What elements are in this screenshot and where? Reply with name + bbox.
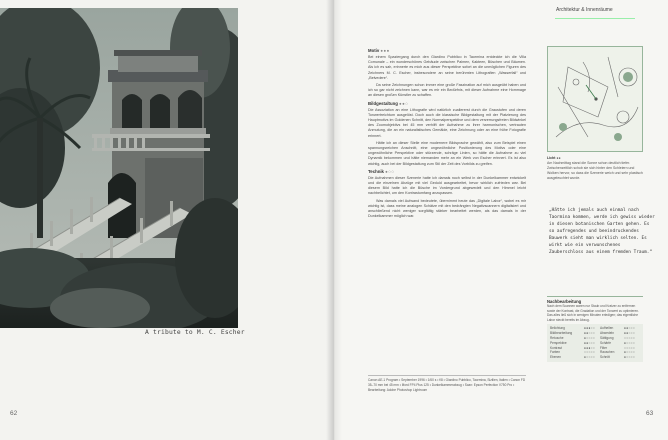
post-processing-title: Nachbearbeitung — [547, 296, 643, 304]
rating-row: Farben ○○○○○ Rauschen ●○○○○ — [550, 350, 636, 355]
page-number-left: 62 — [10, 410, 18, 417]
paragraph: Die Aufnahmen dieser Szenerie hatte ich damals noch selbst in der Dunkelkammer entwickelt und die einzelnen Abzüge mit viel Geduld ausgearbeitet, bevor wirklich zufrieden war. Bei diesem Bild hatte ich die Büsche im Vordergrund abgewedelt und den Himmel leicht nachbelichtet, um den Kontrastumfang anzupassen. — [368, 175, 526, 196]
photo-caption: A tribute to M. C. Escher — [145, 329, 245, 336]
section-title-technik: Technik ●○○ — [368, 168, 395, 174]
post-processing-box — [547, 296, 643, 362]
villa-photo — [0, 8, 238, 328]
paragraph: Was damals viel Aufwand bedeutete, übernimmt heute das „Digitale Labor“, wobei es mir wichtig ist, dass meine analogen Schätze mit den bedrängten Negativscannern digitalisiert und anschließend nicht weniger sorgfältig stärker bearbeitet werden, als das damals in der Dunkelkammer möglich war. — [368, 198, 526, 219]
rating-table — [547, 324, 643, 362]
paragraph: Da seine Zeichnungen schon immer eine große Faszination auf mich ausgeübt haben und ich so gar nicht zeichnen kann, war es mir ein Bedürfnis, mit dieser Aufnahme eine Hommage an diesen großen Künstler zu schaffen. — [368, 83, 526, 98]
chapter-header: Architektur & Innenräume — [556, 7, 613, 13]
rating-row: Bildbearbeitung ●●○○○ Abwedeln ●●○○○ — [550, 331, 636, 336]
photo-exif-footnote: Canon AE-1 Program • September 1996 • 1/60 s • f/8 • Giardino Pubblico, Taormina, Sizilien, Italien • Canon FD 35–70 mm bei 45 mm • Ilford FP4 Plus 125 • Dunkelkammerabzug • Scan: Epson Perfection V750 Pro • Bearbeitung: Adobe Photoshop Lightroom — [368, 375, 526, 392]
site-sketch — [547, 46, 643, 152]
villa-photo-image — [0, 8, 238, 328]
rating-row: Belichtung ●●●○○ Aufhellen ●●○○○ — [550, 326, 636, 331]
main-text-column — [368, 46, 526, 221]
rating-dots: ●●○ — [399, 100, 409, 106]
rating-dots: ●● — [556, 156, 561, 160]
paragraph: Bei einem Spaziergang durch den Giardino Pubblico in Taormina entdeckte ich die Villa Comunale – ein wunderschönes Gebäude zwischen Palmen, Kakteen, Büschen und Bäumen. Als ich es sah, erinnerte es mich aus dieser Perspektive sofort an die unmöglichen Figuren des Zeichners M. C. Escher, insbesondere an seine berühmten Lithografien „Wasserfall“ und „Belvedere“. — [368, 55, 526, 80]
paragraph: Hätte ich an dieser Stelle eine modernere Bildsprache gewählt, also zum Beispiel einen spannungsreichen Anschnitt, eine ungewöhnliche Positionierung des Motivs oder eine ungewöhnliche Perspektive oder stürzende, schräge Linien, so hätte die Aufnahme zu viel Dynamik bekommen und hätte niemanden mehr an ein Werk von Escher erinnert. Es ist also wichtig, auch bei der Bildgestaltung zum Stil der Zeit des Vorbilds zu greifen. — [368, 140, 526, 166]
rating-row: Perspektive ●●○○○ Schärfe ●○○○○ — [550, 340, 636, 345]
post-processing-text: Nach dem Scannen waren nur Staub und Kratzer zu entfernen sowie der Kontrast, die Gradation und der Tonwert zu optimieren. Das alles ließ sich in wenigen Minuten erledigen; das eigentliche Labor steckt bereits im Abzug. — [547, 304, 639, 322]
rating-dots: ●○○ — [385, 168, 395, 174]
section-title-motiv: Motiv ●●● — [368, 48, 390, 53]
site-sketch-drawing — [548, 47, 643, 152]
rating-row: Retusche ●○○○○ Sättigung ○○○○○ — [550, 335, 636, 340]
sidebar — [547, 46, 643, 181]
handwritten-note: „Hätte ich jemals auch einmal nach Taormina kommen, werde ich gewiss wieder in diesen botanischen Garten gehen. Es so aufregendes und beeindruckendes Bauwerk sieht man wirklich selten. Es wirkt wie ein verwunschenes Zauberschloss aus einem fremden Traum.“ — [549, 208, 655, 255]
section-title-bildgestaltung: Bildgestaltung ●●○ — [368, 100, 409, 106]
header-rule — [555, 18, 635, 19]
rating-dots: ●●● — [380, 48, 390, 53]
rating-row: Ebenen ●○○○○ Schnitt ●○○○○ — [550, 355, 636, 360]
book-gutter — [326, 0, 342, 440]
sketch-caption: Licht ●● Am Nachmittag stand die Sonne schon deutlich tiefer. Zwischenzeitlich schob sie sich hinter den Schleiern und Wolken hervor, so dass die Szenerie weich und sehr plastisch ausgeleuchtet wurde. — [547, 156, 643, 180]
paragraph: Die Assoziation an eine Lithografie wird natürlich zuallererst durch die Graustufen und deren Tonwertreichtum ausgelöst. Doch auch die klassische Bildgestaltung mit der Platzierung des Hauptmotivs im Goldenen Schnitt, den Normalperspektive und dem verzerrungsfreien Bildwinkel des Zoomobjektivs bei 45 mm verhilft der Aufnahme zu ihrer harmonischen, vertrauten Anmutung, die an ein naturalistisches Gemälde, eine Zeichnung oder an eine frühe Fotografie erinnert. — [368, 107, 526, 138]
rating-row: Kontrast ●●●○○ Filter ○○○○○ — [550, 345, 636, 350]
page-number-right: 63 — [646, 410, 654, 417]
